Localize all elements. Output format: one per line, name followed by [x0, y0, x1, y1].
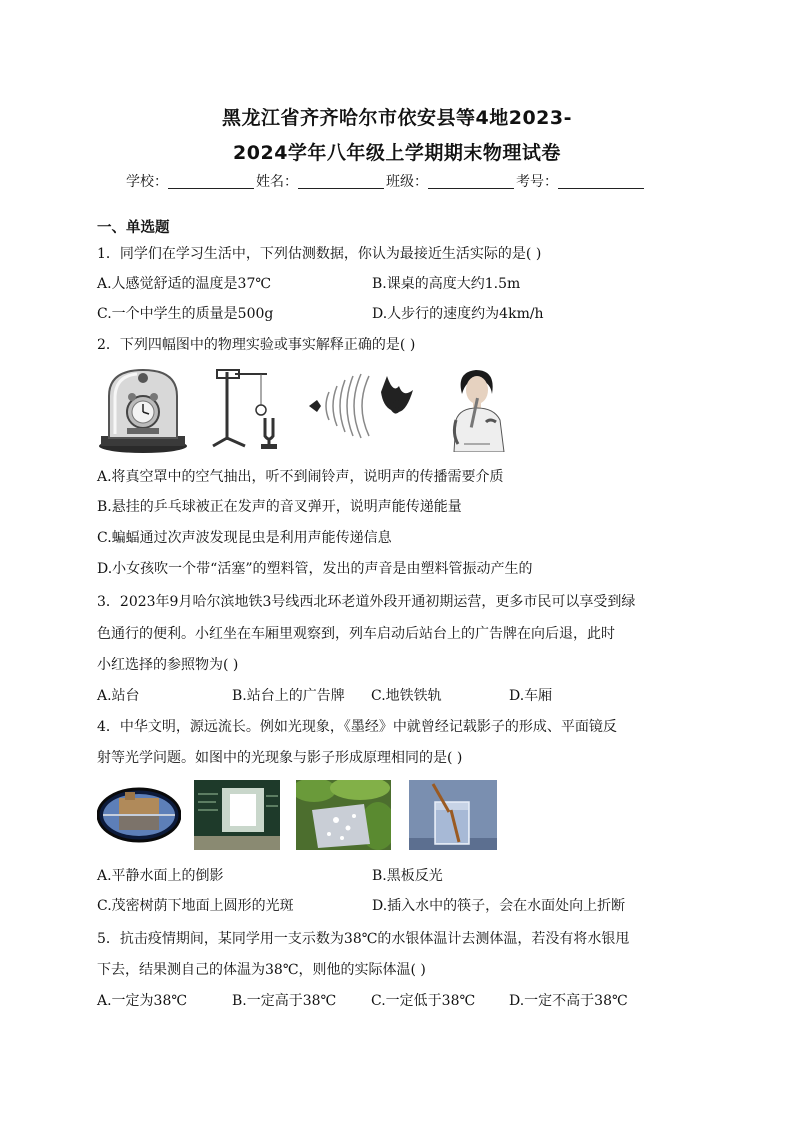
question-3-stem-line2: 色通行的便利。小红坐在车厢里观察到，列车启动后站台上的广告牌在向后退，此时 — [97, 626, 615, 642]
question-5-option-c: C.一定低于38℃ — [371, 993, 476, 1009]
question-4-option-d: D.插入水中的筷子，会在水面处向上折断 — [372, 898, 626, 914]
tree-light-spots-image — [296, 780, 391, 850]
water-reflection-image — [97, 780, 181, 850]
chopsticks-in-water-image — [409, 780, 497, 850]
section-title: 一、单选题 — [97, 220, 170, 236]
question-5-option-a: A.一定为38℃ — [97, 993, 188, 1009]
question-3-option-d: D.车厢 — [509, 688, 553, 704]
class-field — [386, 171, 516, 191]
question-3-stem-line3: 小红选择的参照物为( ) — [97, 657, 239, 673]
question-2-stem: 2．下列四幅图中的物理实验或事实解释正确的是( ) — [97, 337, 416, 353]
exam-number-blank[interactable] — [558, 174, 644, 189]
tuning-fork-image — [205, 366, 289, 452]
question-4-stem-line2: 射等光学问题。如图中的光现象与影子形成原理相同的是( ) — [97, 750, 463, 766]
name-field — [256, 171, 386, 191]
name-label: 姓名： — [256, 174, 298, 190]
question-3-option-a: A.站台 — [97, 688, 140, 704]
question-3-option-b: B.站台上的广告牌 — [232, 688, 345, 704]
question-4-option-c: C.茂密树荫下地面上圆形的光斑 — [97, 898, 294, 914]
question-2-option-d: D.小女孩吹一个带“活塞”的塑料管，发出的声音是由塑料管振动产生的 — [97, 561, 533, 577]
school-blank[interactable] — [168, 174, 254, 189]
question-2-option-c: C.蝙蝠通过次声波发现昆虫是利用声能传递信息 — [97, 530, 392, 546]
bat-echolocation-image — [303, 366, 423, 452]
school-field — [126, 171, 256, 191]
class-blank[interactable] — [428, 174, 514, 189]
bell-jar-image — [97, 366, 189, 454]
question-5-option-d: D.一定不高于38℃ — [509, 993, 628, 1009]
exam-number-field — [516, 171, 646, 191]
school-label: 学校： — [126, 174, 168, 190]
exam-number-label: 考号： — [516, 174, 558, 190]
name-blank[interactable] — [298, 174, 384, 189]
question-2-option-a: A.将真空罩中的空气抽出，听不到闹铃声，说明声的传播需要介质 — [97, 469, 504, 485]
question-2-option-b: B.悬挂的乒乓球被正在发声的音叉弹开，说明声能传递能量 — [97, 499, 462, 515]
exam-title-line2: 2024学年八年级上学期期末物理试卷 — [233, 142, 561, 164]
question-5-stem-line2: 下去，结果测自己的体温为38℃，则他的实际体温( ) — [97, 962, 426, 978]
question-4-option-a: A.平静水面上的倒影 — [97, 868, 224, 884]
question-1-option-c: C.一个中学生的质量是500g — [97, 306, 274, 322]
question-1-stem: 1．同学们在学习生活中，下列估测数据，你认为最接近生活实际的是( ) — [97, 246, 542, 262]
blackboard-glare-image — [194, 780, 280, 850]
question-5-option-b: B.一定高于38℃ — [232, 993, 337, 1009]
question-4-option-b: B.黑板反光 — [372, 868, 443, 884]
girl-blowing-tube-image — [446, 364, 510, 452]
exam-title-line1: 黑龙江省齐齐哈尔市依安县等4地2023- — [222, 107, 572, 129]
question-4-stem-line1: 4．中华文明，源远流长。例如光现象，《墨经》中就曾经记载影子的形成、平面镜反 — [97, 719, 617, 735]
question-1-option-d: D.人步行的速度约为4km/h — [372, 306, 544, 322]
question-1-option-a: A.人感觉舒适的温度是37℃ — [97, 276, 272, 292]
question-3-stem-line1: 3．2023年9月哈尔滨地铁3号线西北环老道外段开通初期运营，更多市民可以享受到绿 — [97, 594, 636, 610]
question-1-option-b: B.课桌的高度大约1.5m — [372, 276, 521, 292]
question-5-stem-line1: 5．抗击疫情期间，某同学用一支示数为38℃的水银体温计去测体温，若没有将水银甩 — [97, 931, 630, 947]
question-3-option-c: C.地铁铁轨 — [371, 688, 442, 704]
student-info-fields — [126, 171, 646, 191]
class-label: 班级： — [386, 174, 428, 190]
